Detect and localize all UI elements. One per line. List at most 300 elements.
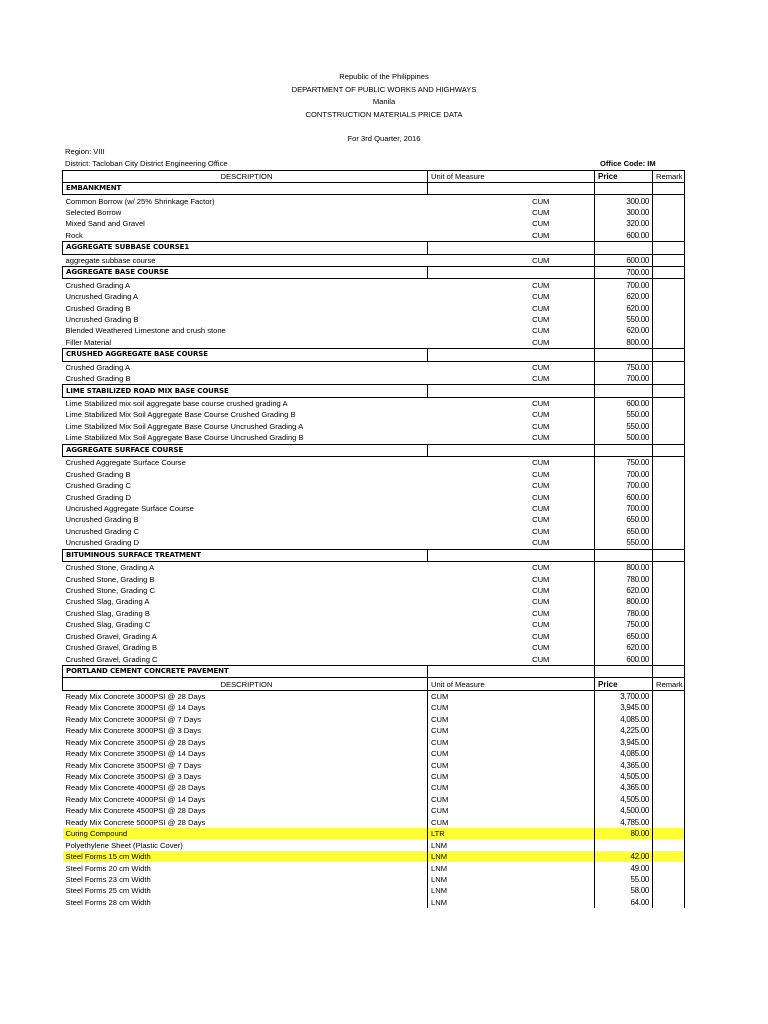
- section-remark-cell: [653, 444, 685, 456]
- item-unit: CUM: [532, 492, 550, 502]
- item-row: [63, 897, 685, 908]
- item-remark: [653, 457, 685, 469]
- item-remark: [653, 631, 685, 642]
- item-remark: [653, 608, 685, 619]
- item-price: 4,365.00: [595, 759, 653, 770]
- item-row: [63, 642, 685, 653]
- item-row: [63, 468, 685, 479]
- item-unit: CUM: [532, 574, 550, 584]
- item-description: aggregate subbase course: [65, 255, 156, 265]
- item-description: Uncrushed Grading A: [65, 292, 139, 302]
- item-price: 600.00: [595, 491, 653, 502]
- item-price: 600.00: [595, 653, 653, 665]
- item-description: Crushed Grading B: [65, 374, 131, 384]
- item-price: 49.00: [595, 862, 653, 873]
- item-price: 600.00: [595, 230, 653, 242]
- item-unit: CUM: [532, 374, 550, 384]
- item-description: Steel Forms 20 cm Width: [65, 863, 151, 873]
- item-unit: CUM: [532, 314, 550, 324]
- section-unit-cell: [428, 444, 595, 456]
- item-price: 800.00: [595, 337, 653, 349]
- header-city: Manila: [372, 97, 396, 106]
- item-description: Crushed Slag, Grading A: [65, 597, 150, 607]
- item-unit: CUM: [428, 794, 595, 805]
- column-header-unit: Unit of Measure: [428, 170, 595, 182]
- item-remark: [653, 874, 685, 885]
- item-remark: [653, 851, 685, 862]
- item-description: Crushed Grading B: [65, 469, 131, 479]
- item-row: [63, 325, 685, 336]
- item-unit: CUM: [532, 433, 550, 443]
- item-price: 3,945.00: [595, 737, 653, 748]
- item-unit: CUM: [532, 208, 550, 218]
- item-description: Crushed Gravel, Grading B: [65, 643, 158, 653]
- item-row: [63, 207, 685, 218]
- item-unit: LTR: [428, 828, 595, 839]
- item-row: [63, 337, 685, 349]
- item-remark: [653, 782, 685, 793]
- item-unit: CUM: [532, 597, 550, 607]
- item-price: 600.00: [595, 254, 653, 266]
- item-remark: [653, 596, 685, 607]
- section-unit-cell: [428, 665, 595, 677]
- item-row: [63, 361, 685, 373]
- item-price: 750.00: [595, 361, 653, 373]
- item-row: [63, 885, 685, 896]
- item-row: [63, 714, 685, 725]
- item-remark: [653, 702, 685, 713]
- item-remark: [653, 573, 685, 584]
- item-row: [63, 480, 685, 491]
- column-header-unit: Unit of Measure: [428, 678, 595, 690]
- highlighted-item-row: [63, 828, 685, 839]
- column-header-remark: Remark: [653, 170, 685, 182]
- item-unit: CUM: [428, 771, 595, 782]
- header-department: DEPARTMENT OF PUBLIC WORKS AND HIGHWAYS: [291, 84, 477, 94]
- item-row: [63, 619, 685, 630]
- item-remark: [653, 491, 685, 502]
- item-price: 750.00: [595, 619, 653, 630]
- section-header-row: [63, 444, 685, 456]
- item-remark: [653, 748, 685, 759]
- item-description: Steel Forms 15 cm Width: [63, 851, 428, 862]
- item-price: 800.00: [595, 561, 653, 573]
- item-unit: LNM: [428, 862, 595, 873]
- item-price: 650.00: [595, 526, 653, 537]
- item-remark: [653, 862, 685, 873]
- item-price: 650.00: [595, 514, 653, 525]
- item-row: [63, 782, 685, 793]
- item-remark: [653, 254, 685, 266]
- item-price: 750.00: [595, 457, 653, 469]
- item-remark: [653, 218, 685, 229]
- item-row: [63, 397, 685, 409]
- item-unit: CUM: [532, 515, 550, 525]
- item-remark: [653, 817, 685, 828]
- item-unit: CUM: [532, 654, 550, 664]
- item-unit: CUM: [428, 702, 595, 713]
- document-title: CONTSTRUCTION MATERIALS PRICE DATA: [305, 109, 463, 119]
- item-description: Crushed Grading C: [65, 481, 131, 491]
- item-description: Crushed Grading A: [65, 280, 131, 290]
- district-label: District: Tacloban City District Engineering Office: [65, 158, 228, 168]
- item-row: [63, 737, 685, 748]
- item-price: 64.00: [595, 897, 653, 908]
- item-description: Steel Forms 28 cm Width: [65, 897, 151, 907]
- section-remark-cell: [653, 665, 685, 677]
- column-header-description: DESCRIPTION: [63, 678, 428, 690]
- item-row: [63, 725, 685, 736]
- section-title: CRUSHED AGGREGATE BASE COURSE: [63, 349, 428, 361]
- section-header-row: [63, 242, 685, 254]
- item-row: [63, 457, 685, 469]
- item-description: Ready Mix Concrete 3000PSI @ 7 Days: [65, 714, 202, 724]
- item-description: Lime Stabilized Mix Soil Aggregate Base Course Uncrushed Grading B: [65, 433, 304, 443]
- item-price: 650.00: [595, 631, 653, 642]
- section-header-row: [63, 665, 685, 677]
- section-title: AGGREGATE SUBBASE COURSE1: [63, 242, 428, 254]
- item-row: [63, 195, 685, 207]
- item-remark: [653, 397, 685, 409]
- item-description: Curing Compound: [63, 828, 428, 839]
- item-row: [63, 839, 685, 850]
- item-description: Ready Mix Concrete 4000PSI @ 28 Days: [65, 783, 206, 793]
- item-description: Selected Borrow: [65, 208, 122, 218]
- section-unit-cell: [428, 242, 595, 254]
- item-row: [63, 373, 685, 385]
- item-unit: CUM: [532, 563, 550, 573]
- item-remark: [653, 537, 685, 549]
- item-unit: CUM: [428, 759, 595, 770]
- item-remark: [653, 794, 685, 805]
- item-row: [63, 874, 685, 885]
- item-description: Ready Mix Concrete 4500PSI @ 28 Days: [65, 806, 206, 816]
- item-unit: CUM: [532, 292, 550, 302]
- item-price: 80.00: [595, 828, 653, 839]
- section-header-row: [63, 385, 685, 397]
- item-remark: [653, 897, 685, 908]
- item-description: Lime Stabilized Mix Soil Aggregate Base Course Crushed Grading B: [65, 410, 296, 420]
- item-price: 780.00: [595, 608, 653, 619]
- item-price: 4,785.00: [595, 817, 653, 828]
- item-row: [63, 314, 685, 325]
- item-row: [63, 254, 685, 266]
- section-price: [595, 182, 653, 194]
- item-unit: LNM: [428, 874, 595, 885]
- item-row: [63, 862, 685, 873]
- section-title: LIME STABILIZED ROAD MIX BASE COURSE: [63, 385, 428, 397]
- item-remark: [653, 373, 685, 385]
- section-title: BITUMINOUS SURFACE TREATMENT: [63, 549, 428, 561]
- item-remark: [653, 480, 685, 491]
- item-remark: [653, 714, 685, 725]
- item-description: Steel Forms 25 cm Width: [65, 886, 151, 896]
- item-row: [63, 302, 685, 313]
- section-unit-cell: [428, 182, 595, 194]
- item-remark: [653, 759, 685, 770]
- item-unit: CUM: [532, 538, 550, 548]
- column-header-row: [63, 170, 685, 182]
- item-price: 4,085.00: [595, 714, 653, 725]
- item-remark: [653, 337, 685, 349]
- section-title: AGGREGATE BASE COURSE: [63, 267, 428, 279]
- item-remark: [653, 302, 685, 313]
- item-description: Filler Material: [65, 337, 112, 347]
- item-row: [63, 748, 685, 759]
- item-description: Ready Mix Concrete 4000PSI @ 14 Days: [65, 794, 206, 804]
- item-price: 4,225.00: [595, 725, 653, 736]
- item-remark: [653, 314, 685, 325]
- item-remark: [653, 885, 685, 896]
- item-row: [63, 794, 685, 805]
- item-description: Ready Mix Concrete 3500PSI @ 14 Days: [65, 749, 206, 759]
- item-remark: [653, 503, 685, 514]
- item-unit: CUM: [428, 782, 595, 793]
- item-description: Steel Forms 23 cm Width: [65, 874, 151, 884]
- item-remark: [653, 737, 685, 748]
- section-header-row: [63, 349, 685, 361]
- item-price: 58.00: [595, 885, 653, 896]
- item-row: [63, 759, 685, 770]
- item-description: Ready Mix Concrete 3500PSI @ 7 Days: [65, 760, 202, 770]
- section-title: AGGREGATE SURFACE COURSE: [63, 444, 428, 456]
- item-row: [63, 503, 685, 514]
- item-row: [63, 421, 685, 432]
- item-price: 600.00: [595, 397, 653, 409]
- item-price: 320.00: [595, 218, 653, 229]
- section-remark-cell: [653, 182, 685, 194]
- item-remark: [653, 207, 685, 218]
- item-row: [63, 409, 685, 420]
- item-remark: [653, 828, 685, 839]
- item-description: Crushed Grading A: [65, 362, 131, 372]
- item-price: 620.00: [595, 585, 653, 596]
- header-republic: Republic of the Philippines: [339, 72, 429, 81]
- item-remark: [653, 468, 685, 479]
- item-unit: CUM: [532, 631, 550, 641]
- item-price: 300.00: [595, 195, 653, 207]
- item-remark: [653, 585, 685, 596]
- section-price: [595, 665, 653, 677]
- office-code: Office Code: IM: [600, 158, 656, 168]
- section-header-row: [63, 549, 685, 561]
- item-description: Crushed Grading B: [65, 303, 131, 313]
- item-price: [595, 839, 653, 850]
- item-description: Crushed Stone, Grading B: [65, 574, 155, 584]
- item-row: [63, 771, 685, 782]
- item-description: Crushed Gravel, Grading C: [65, 654, 158, 664]
- item-description: Crushed Grading D: [65, 492, 131, 502]
- section-remark-cell: [653, 385, 685, 397]
- item-description: Uncrushed Grading B: [65, 314, 139, 324]
- item-row: [63, 702, 685, 713]
- item-unit: CUM: [428, 805, 595, 816]
- item-row: [63, 631, 685, 642]
- item-price: 55.00: [595, 874, 653, 885]
- item-remark: [653, 642, 685, 653]
- item-price: 4,500.00: [595, 805, 653, 816]
- section-unit-cell: [428, 549, 595, 561]
- item-unit: CUM: [532, 362, 550, 372]
- item-price: 42.00: [595, 851, 653, 862]
- item-price: 550.00: [595, 409, 653, 420]
- highlighted-item-row: [63, 851, 685, 862]
- item-remark: [653, 805, 685, 816]
- item-remark: [653, 526, 685, 537]
- item-remark: [653, 725, 685, 736]
- column-header-description: DESCRIPTION: [63, 170, 428, 182]
- section-unit-cell: [428, 385, 595, 397]
- item-description: Crushed Stone, Grading A: [65, 563, 155, 573]
- item-description: Crushed Aggregate Surface Course: [65, 458, 186, 468]
- item-remark: [653, 514, 685, 525]
- section-price: [595, 242, 653, 254]
- item-unit: LNM: [428, 851, 595, 862]
- item-unit: CUM: [532, 620, 550, 630]
- item-unit: CUM: [532, 219, 550, 229]
- item-row: [63, 218, 685, 229]
- price-data-table: [62, 170, 685, 909]
- item-price: 780.00: [595, 573, 653, 584]
- column-header-row: [63, 678, 685, 690]
- item-row: [63, 514, 685, 525]
- item-remark: [653, 432, 685, 444]
- item-remark: [653, 361, 685, 373]
- item-remark: [653, 839, 685, 850]
- item-unit: CUM: [428, 737, 595, 748]
- item-price: 3,945.00: [595, 702, 653, 713]
- item-price: 700.00: [595, 279, 653, 291]
- item-unit: LNM: [428, 897, 595, 908]
- item-unit: CUM: [532, 196, 550, 206]
- item-unit: CUM: [428, 725, 595, 736]
- section-remark-cell: [653, 349, 685, 361]
- item-unit: CUM: [532, 421, 550, 431]
- item-row: [63, 585, 685, 596]
- item-unit: CUM: [532, 608, 550, 618]
- item-unit: CUM: [428, 748, 595, 759]
- item-description: Common Borrow (w/ 25% Shrinkage Factor): [65, 196, 215, 206]
- item-row: [63, 561, 685, 573]
- item-description: Crushed Slag, Grading B: [65, 608, 150, 618]
- item-description: Crushed Gravel, Grading A: [65, 631, 157, 641]
- item-description: Mixed Sand and Gravel: [65, 219, 145, 229]
- item-price: 300.00: [595, 207, 653, 218]
- section-unit-cell: [428, 349, 595, 361]
- item-remark: [653, 230, 685, 242]
- item-row: [63, 526, 685, 537]
- item-price: 620.00: [595, 302, 653, 313]
- item-row: [63, 491, 685, 502]
- item-unit: CUM: [428, 690, 595, 702]
- item-unit: CUM: [428, 817, 595, 828]
- item-price: 500.00: [595, 432, 653, 444]
- section-remark-cell: [653, 242, 685, 254]
- item-description: Ready Mix Concrete 3000PSI @ 3 Days: [65, 726, 202, 736]
- item-price: 4,505.00: [595, 794, 653, 805]
- region-label: Region: VIII: [65, 146, 105, 156]
- quarter-label: For 3rd Quarter, 2016: [347, 134, 421, 143]
- item-description: Blended Weathered Limestone and crush stone: [65, 326, 226, 336]
- item-unit: CUM: [532, 337, 550, 347]
- section-remark-cell: [653, 267, 685, 279]
- item-description: Rock: [65, 230, 83, 240]
- item-description: Crushed Slag, Grading C: [65, 620, 151, 630]
- item-remark: [653, 325, 685, 336]
- item-description: Uncrushed Grading C: [65, 526, 139, 536]
- item-row: [63, 805, 685, 816]
- item-price: 700.00: [595, 503, 653, 514]
- item-description: Polyethylene Sheet (Plastic Cover): [65, 840, 183, 850]
- item-remark: [653, 291, 685, 302]
- item-description: Ready Mix Concrete 3000PSI @ 28 Days: [65, 691, 206, 701]
- item-remark: [653, 421, 685, 432]
- item-unit: LNM: [428, 839, 595, 850]
- item-description: Uncrushed Grading D: [65, 538, 139, 548]
- item-description: Uncrushed Aggregate Surface Course: [65, 503, 194, 513]
- section-header-row: [63, 182, 685, 194]
- item-price: 620.00: [595, 291, 653, 302]
- item-remark: [653, 771, 685, 782]
- item-description: Ready Mix Concrete 3000PSI @ 14 Days: [65, 703, 206, 713]
- item-description: Uncrushed Grading B: [65, 515, 139, 525]
- item-description: Ready Mix Concrete 5000PSI @ 28 Days: [65, 817, 206, 827]
- section-price: [595, 444, 653, 456]
- item-unit: CUM: [532, 280, 550, 290]
- item-unit: CUM: [532, 469, 550, 479]
- item-row: [63, 817, 685, 828]
- column-header-price: Price: [595, 678, 653, 690]
- section-price: [595, 385, 653, 397]
- item-remark: [653, 561, 685, 573]
- item-description: Lime Stabilized mix soil aggregate base course crushed grading A: [65, 399, 288, 409]
- item-description: Lime Stabilized Mix Soil Aggregate Base Course Uncrushed Grading A: [65, 421, 304, 431]
- item-row: [63, 279, 685, 291]
- item-row: [63, 230, 685, 242]
- item-remark: [653, 279, 685, 291]
- item-row: [63, 291, 685, 302]
- column-header-price: Price: [595, 170, 653, 182]
- item-unit: CUM: [532, 643, 550, 653]
- item-unit: CUM: [428, 714, 595, 725]
- item-row: [63, 596, 685, 607]
- item-unit: CUM: [532, 230, 550, 240]
- section-title: EMBANKMENT: [63, 182, 428, 194]
- item-row: [63, 690, 685, 702]
- item-row: [63, 573, 685, 584]
- item-price: 4,365.00: [595, 782, 653, 793]
- item-price: 700.00: [595, 373, 653, 385]
- item-price: 700.00: [595, 468, 653, 479]
- section-header-row: [63, 267, 685, 279]
- item-description: Ready Mix Concrete 3500PSI @ 28 Days: [65, 737, 206, 747]
- item-unit: CUM: [532, 458, 550, 468]
- section-title: PORTLAND CEMENT CONCRETE PAVEMENT: [63, 665, 428, 677]
- item-price: 550.00: [595, 421, 653, 432]
- item-description: Crushed Stone, Grading C: [65, 586, 155, 596]
- section-unit-cell: [428, 267, 595, 279]
- item-row: [63, 537, 685, 549]
- item-remark: [653, 653, 685, 665]
- item-price: 620.00: [595, 642, 653, 653]
- item-unit: CUM: [532, 303, 550, 313]
- item-price: 4,505.00: [595, 771, 653, 782]
- item-unit: CUM: [532, 399, 550, 409]
- item-row: [63, 608, 685, 619]
- item-price: 550.00: [595, 537, 653, 549]
- item-remark: [653, 619, 685, 630]
- item-price: 550.00: [595, 314, 653, 325]
